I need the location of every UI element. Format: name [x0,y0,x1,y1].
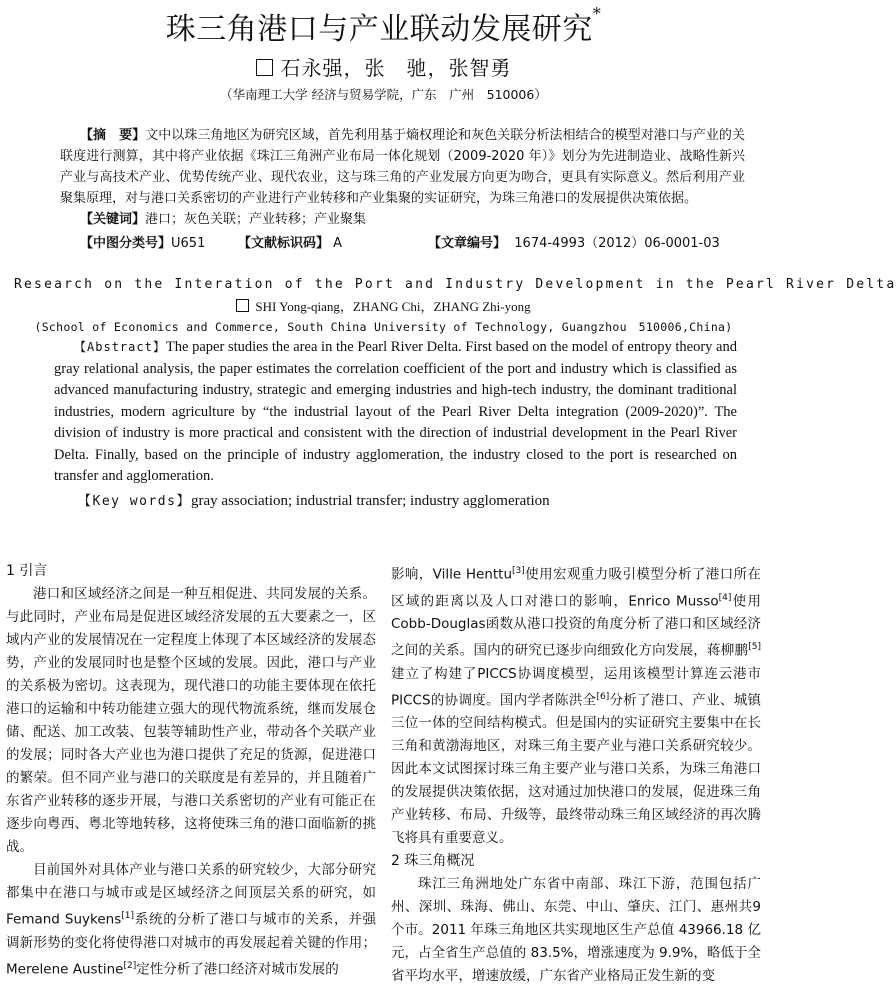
abstract-zh-label: 【摘 要】 [80,128,146,143]
english-author-box-icon [236,299,249,312]
title-footnote-mark: * [592,4,602,23]
citation-2: [2] [123,960,137,971]
authors-zh: 石永强，张 驰，张智勇 [280,56,512,80]
right-column [391,560,761,988]
section-1-para-2: 目前国外对具体产业与港口关系的研究较少，大部分研究都集中在港口与城市或是区域经济之间顶层关系的研究，如Femand Suykens[1]系统的分析了港口与城市的关系，并强调新形势的变化将使得港口对城市的再发展起着关键的作用；Merelene Austine[2]定性分析了港口经济对城市发展的 [6,862,376,977]
english-abstract-text: The paper studies the area in the Pearl River Delta. First based on the model of entropy theory and gray relational analysis, the paper estimates the correlation coefficient of the port and industry which is classified as advanced manufacturing industry, strategic and emerging industries and high-tech industry, the dominant traditional industries, modern agriculture by “the industrial layout of the Pearl River Delta integration (2009-2020)”. The division of industry is more practical and consistent with the direction of industrial development in the Pearl River Delta. Finally, based on the principle of industry agglomeration, the industry closed to the port is researched on transfer and agglomeration. [54,339,737,484]
keywords-zh-label: 【关键词】 [80,212,146,227]
english-affiliation: (School of Economics and Commerce, South China University of Technology, Guangzhou 510006,China) [34,320,733,334]
author-line [14,52,753,81]
citation-5: [5] [748,642,761,652]
clc-value: U651 [171,236,206,251]
article-number-label: 【文章编号】 [428,236,507,251]
english-keywords-label: 【Key words】 [78,493,191,509]
doc-code-cell [238,232,428,251]
affiliation-zh: （华南理工大学 经济与贸易学院，广东 广州 510006） [220,87,547,102]
citation-1: [1] [121,911,135,921]
doc-code-value: A [333,236,343,251]
title-block [14,0,753,48]
section-1-para-3: 影响，Ville Henttu[3]使用宏观重力吸引模型分析了港口所在区域的距离以及人口对港口的影响，Enrico Musso[4]使用Cobb-Douglas函数从港口投资的角度分析了港口和区域经济之间的关系。国内的研究已逐步向细致化方向发展，蒋柳鹏[5]建立了构建了PICCS协调度模型，运用该模型计算连云港市PICCS的协调度。国内学者陈洪全[6]分析了港口、产业、城镇三位一体的空间结构模式。但是国内的实证研究主要集中在长三角和黄渤海地区，对珠三角主要产业与港口关系研究较少。因此本文试图探讨珠三角主要产业与港口关系，为珠三角港口的发展提供决策依据，这对通过加快港口的发展，促进珠三角产业转移、布局、升级等，最终带动珠三角区域经济的再次腾飞将具有重要意义。 [391,566,762,846]
abstract-zh-text: 文中以珠三角地区为研究区域，首先利用基于熵权理论和灰色关联分析法相结合的模型对港口与产业的关联度进行测算，其中将产业依据《珠江三角洲产业布局一体化规划（2009-2020 年）》划分为先进制造业、战略性新兴产业与高技术产业、优势传统产业、现代农业，这与珠三角的产业发展方向更为吻合，更具有实际意义。然后利用产业聚集原理，对与港口关系密切的产业进行产业转移和产业集聚的实证研究，为珠三角港口的发展提供决策依据。 [60,128,745,206]
classification-row [80,232,745,251]
author-box-icon [256,59,273,76]
section-1-para-1: 港口和区域经济之间是一种互相促进、共同发展的关系。与此同时，产业布局是促进区域经济发展的五大要素之一，区域内产业的发展情况在一定程度上体现了本区域经济的发展态势，产业的发展同时也是整个区域的发展。因此，港口与产业的关系极为密切。这表现为，现代港口的功能主要体现在依托港口的运输和中转功能建立强大的现代物流系统，继而发展仓储、配送、加工改装、包装等辅助性产业，带动各个关联产业的发展；同时各大产业也为港口提供了充足的货源，促进港口的繁荣。但不同产业与港口的关联度是有差异的，并且随着广东省产业转移的逐步开展，与港口关系密切的产业有可能正在逐步向粤西、粤北等地转移，这将使珠三角的港口面临新的挑战。 [6,586,376,855]
keywords-zh [80,209,745,230]
article-number-cell [428,232,720,251]
section-1-heading: 1 引言 [6,563,48,579]
english-abstract [54,337,737,488]
english-author-line [14,296,753,315]
abstract-zh [60,125,745,209]
english-title: Research on the Interation of the Port and Industry Development in the Pearl River Delta [14,277,896,292]
clc-cell [80,232,238,251]
clc-label: 【中图分类号】 [80,236,172,251]
citation-3: [3] [512,566,525,576]
left-column [6,560,376,988]
body-columns [6,560,761,988]
english-keywords [78,490,737,510]
english-authors: SHI Yong-qiang，ZHANG Chi，ZHANG Zhi-yong [255,299,531,314]
keywords-zh-text: 港口；灰色关联；产业转移；产业聚集 [145,212,367,227]
section-2-para-1: 珠江三角洲地处广东省中南部、珠江下游，范围包括广州、深圳、珠海、佛山、东莞、中山、肇庆、江门、惠州共9个市。2011 年珠三角地区共实现地区生产总值 43966.18 亿元，占全省生产总值的 83.5%，增涨速度为 9.9%，略低于全省平均水平，增速放缓，广东省产业格局正发生新的变 [391,876,761,984]
citation-6: [6] [596,691,610,702]
doc-code-label: 【文献标识码】 [238,236,330,251]
article-number-value: 1674-4993（2012）06-0001-03 [514,236,720,251]
section-2-heading: 2 珠三角概况 [391,853,475,869]
citation-4: [4] [718,592,732,603]
paper-title: 珠三角港口与产业联动发展研究* [165,4,602,47]
english-abstract-label: 【Abstract】 [74,340,166,354]
english-keywords-text: gray association; industrial transfer; industry agglomeration [190,492,550,509]
